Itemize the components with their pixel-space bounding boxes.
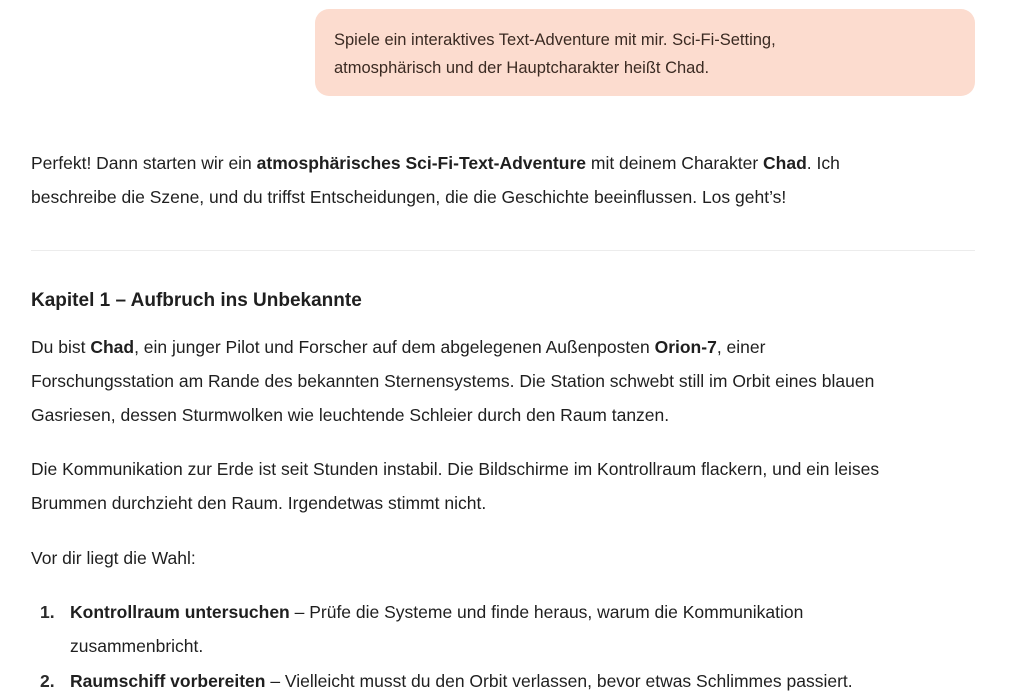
paragraph-2-line-1: Die Kommunikation zur Erde ist seit Stunden instabil. Die Bildschirme im Kontrollraum flackern, und ein leises bbox=[31, 459, 880, 479]
user-message-line-2: atmosphärisch und der Hauptcharakter heißt Chad. bbox=[334, 59, 710, 77]
paragraph-1-line-1 bbox=[31, 330, 765, 364]
intro-text: . Ich bbox=[806, 153, 840, 173]
bold-orion: Orion-7 bbox=[654, 337, 717, 357]
section-divider bbox=[31, 250, 975, 251]
paragraph-2-line-2: Brummen durchzieht den Raum. Irgendetwas stimmt nicht. bbox=[31, 493, 487, 513]
choice-1-title: Kontrollraum untersuchen bbox=[70, 602, 290, 622]
choice-1-desc: – Prüfe die Systeme und finde heraus, warum die Kommunikation bbox=[289, 602, 804, 622]
intro-text: Perfekt! Dann starten wir ein bbox=[31, 153, 257, 173]
paragraph-text: , einer bbox=[716, 337, 766, 357]
choice-2-line-1 bbox=[70, 664, 853, 694]
intro-line-2: beschreibe die Szene, und du triffst Entscheidungen, die die Geschichte beeinflussen. Los geht’s! bbox=[31, 187, 787, 207]
choice-1-number: 1. bbox=[40, 602, 55, 622]
choice-2-desc: – Vielleicht musst du den Orbit verlassen, bevor etwas Schlimmes passiert. bbox=[265, 671, 853, 691]
paragraph-text: Du bist bbox=[31, 337, 91, 357]
choice-intro: Vor dir liegt die Wahl: bbox=[31, 548, 196, 568]
choice-2-title: Raumschiff vorbereiten bbox=[70, 671, 266, 691]
choice-1-line-2: zusammenbricht. bbox=[70, 636, 204, 656]
intro-line-1 bbox=[31, 146, 840, 180]
paragraph-1-line-2: Forschungsstation am Rande des bekannten Sternensystems. Die Station schwebt still im Orbit eines blauen bbox=[31, 371, 875, 391]
choice-1-line-1 bbox=[70, 595, 803, 629]
chapter-title: Kapitel 1 – Aufbruch ins Unbekannte bbox=[31, 290, 362, 311]
intro-text: mit deinem Charakter bbox=[586, 153, 764, 173]
paragraph-1-line-3: Gasriesen, dessen Sturmwolken wie leuchtende Schleier durch den Raum tanzen. bbox=[31, 405, 670, 425]
intro-bold-adventure: atmosphärisches Sci-Fi-Text-Adventure bbox=[256, 153, 586, 173]
intro-bold-chad: Chad bbox=[763, 153, 807, 173]
bold-chad: Chad bbox=[90, 337, 135, 357]
choice-2-number: 2. bbox=[40, 671, 55, 691]
paragraph-text: , ein junger Pilot und Forscher auf dem abgelegenen Außenposten bbox=[134, 337, 655, 357]
user-message-bubble bbox=[315, 9, 975, 96]
user-message-line-1: Spiele ein interaktives Text-Adventure mit mir. Sci-Fi-Setting, bbox=[334, 31, 776, 49]
